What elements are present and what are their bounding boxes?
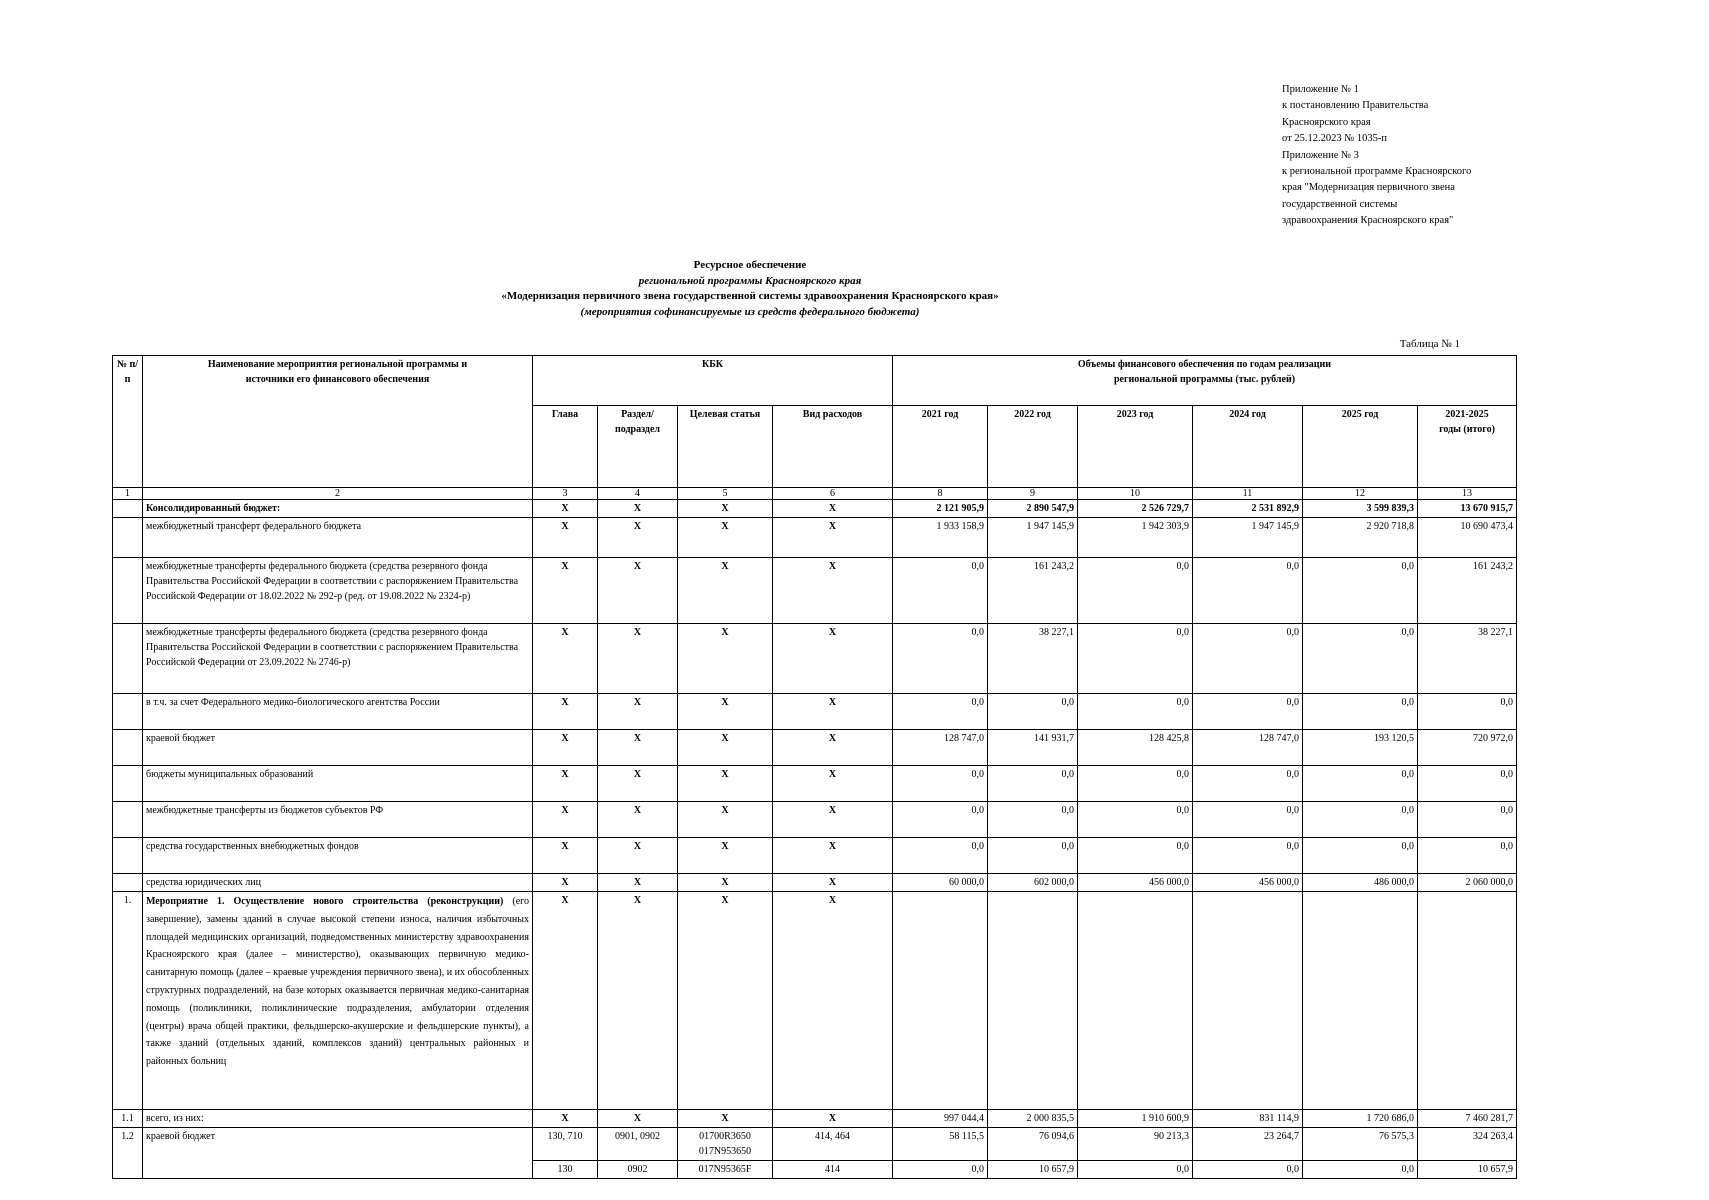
colnum-cell: 10 xyxy=(1078,488,1193,500)
value-2025: 2 920 718,8 xyxy=(1303,518,1418,558)
kbk-razdel: Х xyxy=(598,518,678,558)
value-total xyxy=(1418,892,1517,1110)
colnum-cell: 5 xyxy=(678,488,773,500)
table-row xyxy=(113,1161,1517,1179)
value-2021: 0,0 xyxy=(893,766,988,802)
colnum-cell: 6 xyxy=(773,488,893,500)
document-title xyxy=(300,258,1200,320)
value-2025: 486 000,0 xyxy=(1303,874,1418,892)
value-2023: 0,0 xyxy=(1078,694,1193,730)
value-2021: 0,0 xyxy=(893,802,988,838)
value-2024: 0,0 xyxy=(1193,558,1303,624)
header-2023: 2023 год xyxy=(1078,406,1193,488)
kbk-razdel: Х xyxy=(598,838,678,874)
row-number xyxy=(113,730,143,766)
annex-line: здравоохранения Красноярского края" xyxy=(1282,215,1454,227)
kbk-razdel: Х xyxy=(598,558,678,624)
value-total: 0,0 xyxy=(1418,838,1517,874)
value-2024: 0,0 xyxy=(1193,766,1303,802)
value-total: 10 657,9 xyxy=(1418,1161,1517,1179)
kbk-vid: Х xyxy=(773,624,893,694)
kbk-razdel: Х xyxy=(598,730,678,766)
row-number: 1.1 xyxy=(113,1110,143,1128)
annex-line: государственной системы xyxy=(1282,198,1398,210)
kbk-statya: Х xyxy=(678,802,773,838)
value-2022: 2 890 547,9 xyxy=(988,500,1078,518)
value-2021: 0,0 xyxy=(893,558,988,624)
value-2025: 1 720 686,0 xyxy=(1303,1110,1418,1128)
value-2022: 76 094,6 xyxy=(988,1128,1078,1161)
row-number xyxy=(113,500,143,518)
row-number xyxy=(113,766,143,802)
kbk-statya: Х xyxy=(678,500,773,518)
row-name: межбюджетные трансферты федерального бюджета (средства резервного фонда Правительства Российской Федерации в соответствии с распоряжением Правительства Российской Федерации от 23.09.2022 № 2746-р) xyxy=(143,624,533,694)
value-2024: 23 264,7 xyxy=(1193,1128,1303,1161)
kbk-statya: Х xyxy=(678,694,773,730)
header-kbk: КБК xyxy=(533,356,893,406)
colnum-cell: 11 xyxy=(1193,488,1303,500)
value-2024: 2 531 892,9 xyxy=(1193,500,1303,518)
value-2025: 0,0 xyxy=(1303,624,1418,694)
kbk-statya: Х xyxy=(678,892,773,1110)
kbk-vid: Х xyxy=(773,802,893,838)
kbk-statya: Х xyxy=(678,838,773,874)
header-glava: Глава xyxy=(533,406,598,488)
kbk-razdel: Х xyxy=(598,892,678,1110)
value-2022: 0,0 xyxy=(988,838,1078,874)
kbk-glava: Х xyxy=(533,766,598,802)
annex-block xyxy=(1282,82,1582,230)
kbk-statya: Х xyxy=(678,874,773,892)
table-row xyxy=(113,694,1517,730)
value-2025: 3 599 839,3 xyxy=(1303,500,1418,518)
title-line-1: Ресурсное обеспечение xyxy=(693,259,807,271)
kbk-glava: Х xyxy=(533,1110,598,1128)
annex-line: Красноярского края xyxy=(1282,116,1371,128)
value-total: 0,0 xyxy=(1418,802,1517,838)
row-name xyxy=(143,1161,533,1179)
table-row xyxy=(113,766,1517,802)
value-2022: 0,0 xyxy=(988,802,1078,838)
kbk-statya: Х xyxy=(678,624,773,694)
value-2022: 161 243,2 xyxy=(988,558,1078,624)
value-2025: 0,0 xyxy=(1303,558,1418,624)
value-2022: 602 000,0 xyxy=(988,874,1078,892)
measure-title: Мероприятие 1. Осуществление нового строительства (реконструкции) xyxy=(146,896,504,907)
kbk-statya: Х xyxy=(678,1110,773,1128)
table-row xyxy=(113,558,1517,624)
row-name: межбюджетный трансферт федерального бюджета xyxy=(143,518,533,558)
value-2021: 0,0 xyxy=(893,624,988,694)
value-2023 xyxy=(1078,892,1193,1110)
annex-line: к постановлению Правительства xyxy=(1282,100,1429,112)
value-total: 13 670 915,7 xyxy=(1418,500,1517,518)
annex-line: к региональной программе Красноярского xyxy=(1282,166,1472,178)
kbk-razdel: Х xyxy=(598,500,678,518)
kbk-razdel: Х xyxy=(598,802,678,838)
row-number xyxy=(113,838,143,874)
colnum-cell: 12 xyxy=(1303,488,1418,500)
kbk-statya: Х xyxy=(678,518,773,558)
value-total: 10 690 473,4 xyxy=(1418,518,1517,558)
value-2021: 128 747,0 xyxy=(893,730,988,766)
value-2025: 0,0 xyxy=(1303,838,1418,874)
value-total: 38 227,1 xyxy=(1418,624,1517,694)
colnum-cell: 2 xyxy=(143,488,533,500)
value-2021: 997 044,4 xyxy=(893,1110,988,1128)
header-volumes: Объемы финансового обеспечения по годам реализации региональной программы (тыс. рублей) xyxy=(893,356,1517,406)
value-2024: 0,0 xyxy=(1193,694,1303,730)
row-name: краевой бюджет xyxy=(143,1128,533,1161)
table-row xyxy=(113,518,1517,558)
row-name: бюджеты муниципальных образований xyxy=(143,766,533,802)
value-2022: 0,0 xyxy=(988,766,1078,802)
kbk-vid: Х xyxy=(773,892,893,1110)
kbk-razdel: Х xyxy=(598,694,678,730)
kbk-glava: Х xyxy=(533,500,598,518)
row-name: межбюджетные трансферты из бюджетов субъектов РФ xyxy=(143,802,533,838)
table-row xyxy=(113,1128,1517,1161)
resource-table xyxy=(112,355,1517,1179)
row-number xyxy=(113,518,143,558)
value-2021: 0,0 xyxy=(893,694,988,730)
value-2023: 2 526 729,7 xyxy=(1078,500,1193,518)
kbk-razdel: Х xyxy=(598,874,678,892)
annex-line: Приложение № 1 xyxy=(1282,84,1359,95)
colnum-cell: 8 xyxy=(893,488,988,500)
kbk-glava: Х xyxy=(533,694,598,730)
value-2022: 38 227,1 xyxy=(988,624,1078,694)
kbk-glava: Х xyxy=(533,730,598,766)
value-2024: 1 947 145,9 xyxy=(1193,518,1303,558)
row-number: 1.2 xyxy=(113,1128,143,1161)
value-2022 xyxy=(988,892,1078,1110)
kbk-vid: Х xyxy=(773,518,893,558)
kbk-razdel: 0902 xyxy=(598,1161,678,1179)
kbk-glava: Х xyxy=(533,874,598,892)
colnum-cell: 1 xyxy=(113,488,143,500)
kbk-vid: Х xyxy=(773,558,893,624)
header-total: 2021-2025 годы (итого) xyxy=(1418,406,1517,488)
colnum-cell: 9 xyxy=(988,488,1078,500)
value-2021: 58 115,5 xyxy=(893,1128,988,1161)
column-number-row xyxy=(113,488,1517,500)
kbk-razdel: Х xyxy=(598,1110,678,1128)
measure-description: (его завершение), замены зданий в случае высокой степени износа, наличия избыточных площадей медицинских организаций, подведомственных министерству здравоохранения Красноярского края (далее – министерство), оказывающих первичную медико-санитарную помощь (далее – краевые учреждения первичного звена), и их обособленных структурных подразделений, на базе которых оказывается первичная медико-санитарная помощь (поликлиники, поликлинические подразделения, амбулатории отделения (центры) врача общей практики, фельдшерско-акушерские и фельдшерские пункты), а также зданий (отдельных зданий, комплексов зданий) центральных районных и районных больниц xyxy=(146,896,529,1068)
value-2022: 2 000 835,5 xyxy=(988,1110,1078,1128)
kbk-vid: 414, 464 xyxy=(773,1128,893,1161)
value-2025: 0,0 xyxy=(1303,1161,1418,1179)
kbk-statya: Х xyxy=(678,766,773,802)
value-2024: 456 000,0 xyxy=(1193,874,1303,892)
kbk-vid: Х xyxy=(773,500,893,518)
row-name: межбюджетные трансферты федерального бюджета (средства резервного фонда Правительства Российской Федерации в соответствии с распоряжением Правительства Российской Федерации от 18.02.2022 № 292-р (ред. от 19.08.2022 № 2324-р) xyxy=(143,558,533,624)
kbk-glava: Х xyxy=(533,802,598,838)
header-vid: Вид расходов xyxy=(773,406,893,488)
value-2025 xyxy=(1303,892,1418,1110)
table-row xyxy=(113,624,1517,694)
value-2021 xyxy=(893,892,988,1110)
kbk-glava: Х xyxy=(533,624,598,694)
table-number-label: Таблица № 1 xyxy=(1399,338,1460,350)
value-2023: 90 213,3 xyxy=(1078,1128,1193,1161)
table-row xyxy=(113,838,1517,874)
row-name: в т.ч. за счет Федерального медико-биологического агентства России xyxy=(143,694,533,730)
row-name xyxy=(143,892,533,1110)
row-name: Консолидированный бюджет: xyxy=(143,500,533,518)
kbk-statya: Х xyxy=(678,558,773,624)
value-2025: 0,0 xyxy=(1303,766,1418,802)
kbk-vid: Х xyxy=(773,730,893,766)
colnum-cell: 4 xyxy=(598,488,678,500)
value-2024: 128 747,0 xyxy=(1193,730,1303,766)
row-name: краевой бюджет xyxy=(143,730,533,766)
value-2021: 60 000,0 xyxy=(893,874,988,892)
kbk-razdel: Х xyxy=(598,624,678,694)
value-2023: 456 000,0 xyxy=(1078,874,1193,892)
value-total: 161 243,2 xyxy=(1418,558,1517,624)
kbk-vid: 414 xyxy=(773,1161,893,1179)
value-2024: 0,0 xyxy=(1193,838,1303,874)
value-2025: 193 120,5 xyxy=(1303,730,1418,766)
header-razdel: Раздел/ подраздел xyxy=(598,406,678,488)
value-2024: 0,0 xyxy=(1193,624,1303,694)
title-line-4: (мероприятия софинансируемые из средств федерального бюджета) xyxy=(580,305,920,318)
row-number: 1. xyxy=(113,892,143,1110)
value-2024 xyxy=(1193,892,1303,1110)
value-2024: 0,0 xyxy=(1193,1161,1303,1179)
value-2022: 0,0 xyxy=(988,694,1078,730)
value-total: 720 972,0 xyxy=(1418,730,1517,766)
kbk-glava: Х xyxy=(533,838,598,874)
value-2021: 1 933 158,9 xyxy=(893,518,988,558)
title-line-3: «Модернизация первичного звена государственной системы здравоохранения Красноярского края» xyxy=(501,290,999,302)
kbk-glava: 130 xyxy=(533,1161,598,1179)
value-2023: 0,0 xyxy=(1078,1161,1193,1179)
value-2025: 76 575,3 xyxy=(1303,1128,1418,1161)
table-row xyxy=(113,1110,1517,1128)
header-name: Наименование мероприятия региональной программы и источники его финансового обеспечения xyxy=(143,356,533,488)
colnum-cell: 13 xyxy=(1418,488,1517,500)
kbk-glava: 130, 710 xyxy=(533,1128,598,1161)
row-number xyxy=(113,1161,143,1179)
kbk-vid: Х xyxy=(773,694,893,730)
kbk-glava: Х xyxy=(533,518,598,558)
value-total: 7 460 281,7 xyxy=(1418,1110,1517,1128)
value-2022: 141 931,7 xyxy=(988,730,1078,766)
kbk-razdel: 0901, 0902 xyxy=(598,1128,678,1161)
table-row xyxy=(113,892,1517,1110)
header-2021: 2021 год xyxy=(893,406,988,488)
value-2023: 0,0 xyxy=(1078,766,1193,802)
table-row xyxy=(113,874,1517,892)
header-2022: 2022 год xyxy=(988,406,1078,488)
kbk-vid: Х xyxy=(773,766,893,802)
value-2023: 0,0 xyxy=(1078,624,1193,694)
value-total: 2 060 000,0 xyxy=(1418,874,1517,892)
value-2021: 2 121 905,9 xyxy=(893,500,988,518)
kbk-vid: Х xyxy=(773,874,893,892)
kbk-glava: Х xyxy=(533,892,598,1110)
annex-line: края "Модернизация первичного звена xyxy=(1282,182,1455,194)
row-number xyxy=(113,624,143,694)
value-2022: 10 657,9 xyxy=(988,1161,1078,1179)
row-number xyxy=(113,802,143,838)
annex-line: от 25.12.2023 № 1035-п xyxy=(1282,133,1387,145)
title-line-2: региональной программы Красноярского края xyxy=(638,274,862,287)
value-2024: 0,0 xyxy=(1193,802,1303,838)
value-2025: 0,0 xyxy=(1303,694,1418,730)
value-2023: 1 910 600,9 xyxy=(1078,1110,1193,1128)
value-2023: 1 942 303,9 xyxy=(1078,518,1193,558)
kbk-vid: Х xyxy=(773,1110,893,1128)
annex-line: Приложение № 3 xyxy=(1282,149,1359,161)
value-2025: 0,0 xyxy=(1303,802,1418,838)
table-row xyxy=(113,802,1517,838)
value-2021: 0,0 xyxy=(893,1161,988,1179)
value-2024: 831 114,9 xyxy=(1193,1110,1303,1128)
value-2023: 0,0 xyxy=(1078,838,1193,874)
kbk-vid: Х xyxy=(773,838,893,874)
kbk-statya: Х xyxy=(678,730,773,766)
kbk-glava: Х xyxy=(533,558,598,624)
value-2023: 0,0 xyxy=(1078,558,1193,624)
table-row xyxy=(113,730,1517,766)
value-2022: 1 947 145,9 xyxy=(988,518,1078,558)
value-total: 0,0 xyxy=(1418,766,1517,802)
row-name: средства государственных внебюджетных фондов xyxy=(143,838,533,874)
table-row xyxy=(113,500,1517,518)
header-2024: 2024 год xyxy=(1193,406,1303,488)
value-2023: 0,0 xyxy=(1078,802,1193,838)
kbk-razdel: Х xyxy=(598,766,678,802)
value-total: 0,0 xyxy=(1418,694,1517,730)
row-number xyxy=(113,874,143,892)
value-total: 324 263,4 xyxy=(1418,1128,1517,1161)
kbk-statya: 017N95365F xyxy=(678,1161,773,1179)
header-num: № п/п xyxy=(113,356,143,488)
value-2023: 128 425,8 xyxy=(1078,730,1193,766)
colnum-cell: 3 xyxy=(533,488,598,500)
row-number xyxy=(113,694,143,730)
row-name: средства юридических лиц xyxy=(143,874,533,892)
kbk-statya: 01700R3650 017N953650 xyxy=(678,1128,773,1161)
header-statya: Целевая статья xyxy=(678,406,773,488)
header-2025: 2025 год xyxy=(1303,406,1418,488)
value-2021: 0,0 xyxy=(893,838,988,874)
row-number xyxy=(113,558,143,624)
row-name: всего, из них: xyxy=(143,1110,533,1128)
